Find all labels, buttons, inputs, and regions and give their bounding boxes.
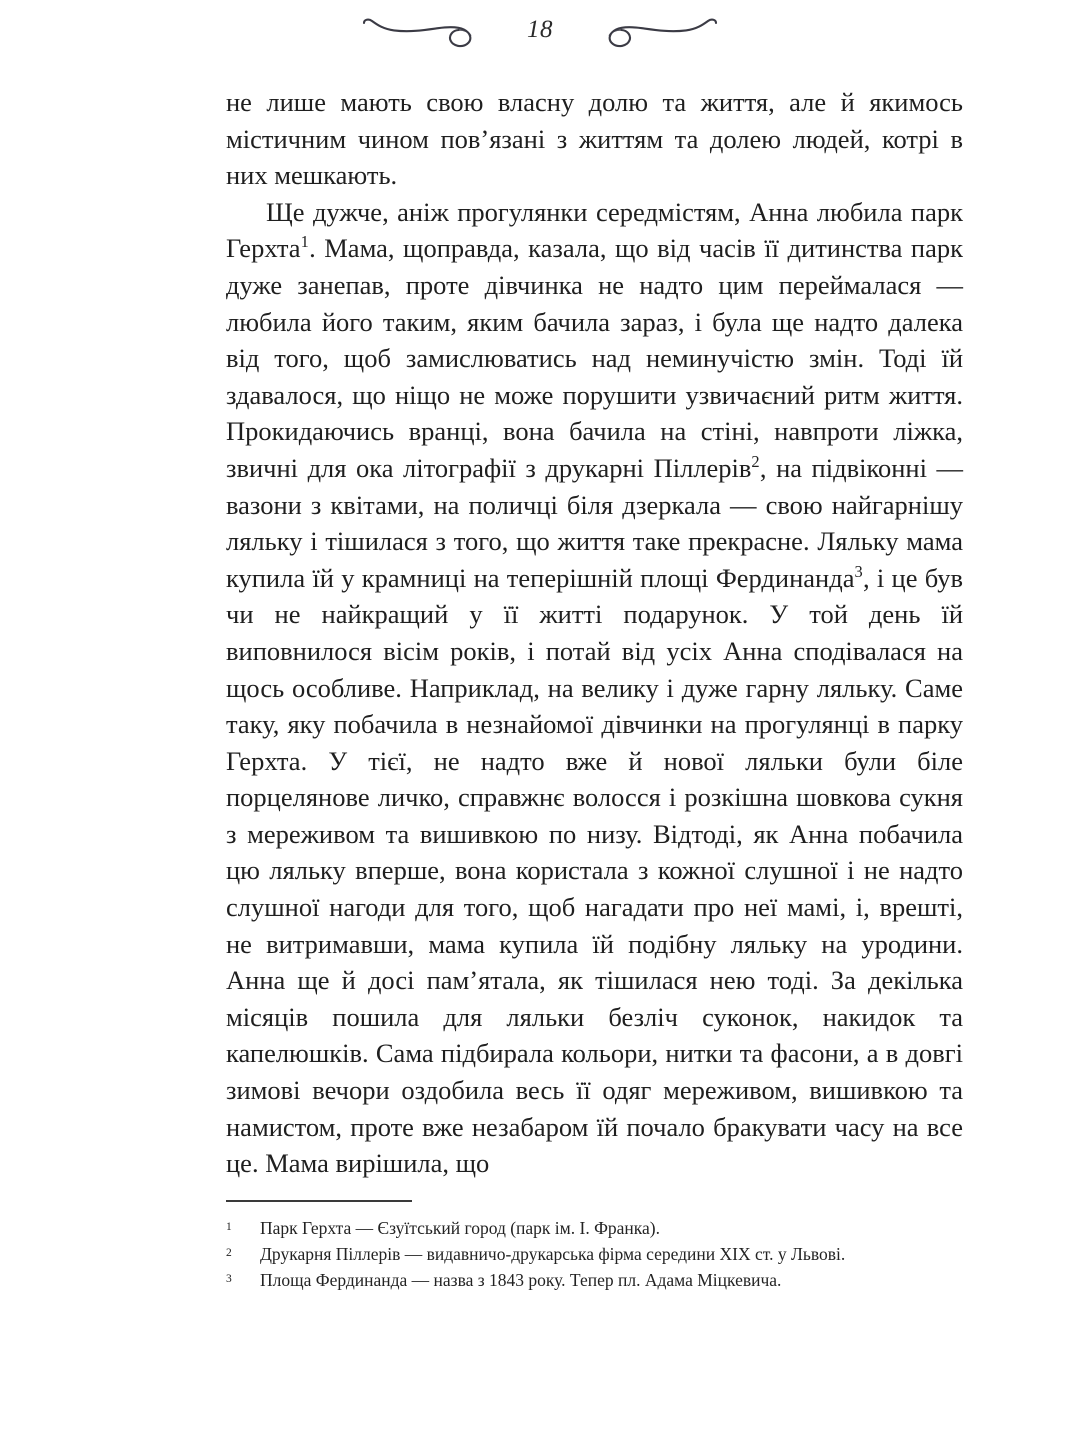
- paragraph-continued: [226, 84, 963, 194]
- left-flourish-ornament: [350, 9, 500, 51]
- footnote-marker: 3: [226, 1273, 232, 1285]
- right-flourish-ornament: [580, 9, 730, 51]
- footnote-list: [226, 1216, 963, 1293]
- footnote-marker: 1: [226, 1221, 232, 1233]
- footnote-text: Площа Фердинанда — назва з 1843 року. Тепер пл. Адама Міцкевича.: [260, 1270, 782, 1290]
- footnote-item: [226, 1242, 963, 1267]
- paragraph-segment-text: , на підвіконні — вазони з квітами, на поличці біля дзеркала — свою найгарнішу ляльку і тішилася з того, що життя таке прекрасне. Ляльку мама купила їй у крамниці на теперішній площі Фердинанда: [226, 452, 963, 593]
- footnote-ref-3[interactable]: 3: [854, 561, 863, 581]
- paragraph-park-gerhta: [226, 194, 963, 1182]
- body-text-block: [226, 84, 963, 1182]
- paragraph-segment-text: Ще дужче, аніж прогулянки середмістям, Анна любила парк Герхта: [226, 196, 963, 264]
- footnote-text: Друкарня Піллерів — видавничо-друкарська фірма середини XIX ст. у Львові.: [260, 1244, 846, 1264]
- paragraph-text: не лише мають свою власну долю та життя, але й якимось містичним чином пов’язані з життям та долею людей, котрі в них мешкають.: [226, 87, 963, 191]
- page-number: 18: [527, 16, 553, 43]
- footnote-item: [226, 1216, 963, 1241]
- paragraph-segment-text: . Мама, щоправда, казала, що від часів її дитинства парк дуже занепав, проте дівчинка не надто цим переймалася — любила його таким, яким бачила зараз, і була ще надто далека від того, щоб замислюватись над неминучістю змін. Тоді їй здавалося, що ніщо не може порушити узвичаєний ритм життя. Прокидаючись вранці, вона бачила на стіні, навпроти ліжка, звичні для ока літографії з друкарні Піллерів: [226, 233, 963, 483]
- footnote-marker: 2: [226, 1247, 232, 1259]
- footnote-separator-rule: [226, 1200, 412, 1202]
- footnote-ref-2[interactable]: 2: [751, 452, 760, 472]
- footnote-area: [226, 1200, 963, 1294]
- footnote-ref-1[interactable]: 1: [300, 232, 310, 252]
- footnote-text: Парк Герхта — Єзуїтський город (парк ім. І. Франка).: [260, 1218, 660, 1238]
- footnote-item: [226, 1268, 963, 1293]
- paragraph-segment-text: , і це був чи не найкращий у її житті подарунок. У той день їй виповнилося вісім років, і потай від усіх Анна сподівалася на щось особливе. Наприклад, на велику і дуже гарну ляльку. Саме таку, яку побачила в незнайомої дівчинки на прогулянці в парку Герхта. У тієї, не надто вже й нової ляльки були біле порцелянове личко, справжнє волосся і розкішна шовкова сукня з мереживом та вишивкою по низу. Відтоді, як Анна побачила цю ляльку вперше, вона користала з кожної слушної і не надто слушної нагоди для того, щоб нагадати про неї мамі, і, врешті, не витримавши, мама купила їй подібну ляльку на уродини. Анна ще й досі пам’ятала, як тішилася нею тоді. За декілька місяців пошила для ляльки безліч суконок, накидок та капелюшків. Сама підбирала кольори, нитки та фасони, а в довгі зимові вечори оздобила весь її одяг мереживом, вишивкою та намистом, проте вже незабаром їй почало бракувати часу на все це. Мама вирішила, що: [226, 562, 963, 1179]
- running-head: [0, 6, 1080, 54]
